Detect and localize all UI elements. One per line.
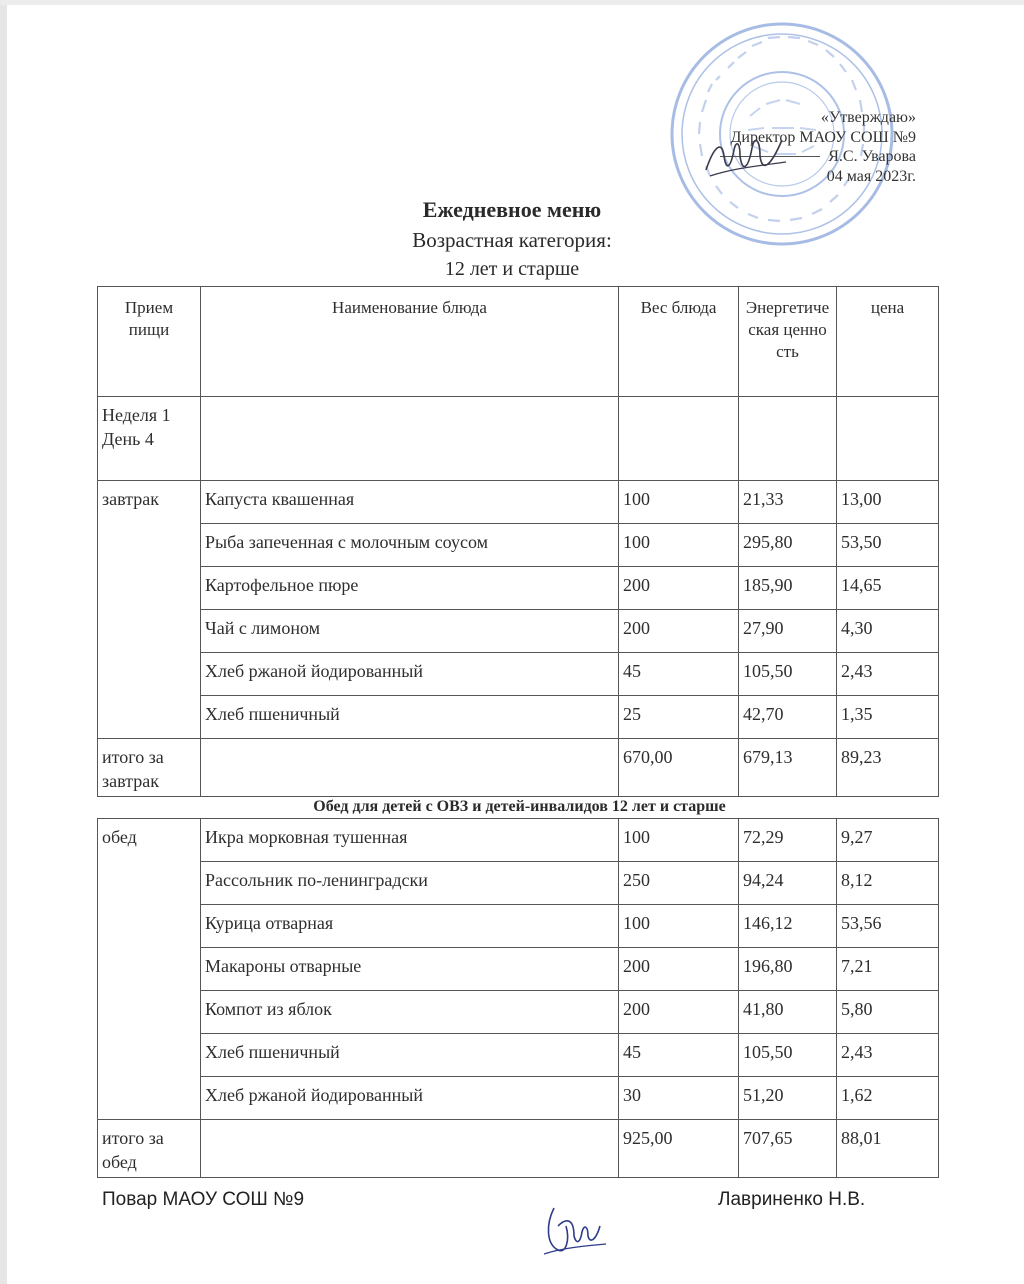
dish-energy: 72,29 xyxy=(743,827,784,847)
dish-price: 53,56 xyxy=(841,913,882,933)
table-row xyxy=(98,905,939,948)
dish-name: Хлеб пшеничный xyxy=(205,1042,340,1062)
dish-weight: 30 xyxy=(623,1085,641,1105)
table-row xyxy=(98,610,939,653)
director-signature xyxy=(700,126,790,186)
dish-energy: 146,12 xyxy=(743,913,793,933)
dish-name: Картофельное пюре xyxy=(205,575,359,595)
week-label: Неделя 1 xyxy=(102,405,171,425)
dish-weight: 200 xyxy=(623,618,650,638)
lunch-table xyxy=(97,818,939,1178)
scan-edge-top xyxy=(0,0,1024,5)
total-label: итого за завтрак xyxy=(102,747,164,791)
approval-heading: «Утверждаю» xyxy=(820,109,916,126)
dish-weight: 200 xyxy=(623,956,650,976)
dish-weight: 100 xyxy=(623,913,650,933)
dish-weight: 100 xyxy=(623,827,650,847)
table-row xyxy=(98,653,939,696)
table-row xyxy=(98,862,939,905)
total-weight: 670,00 xyxy=(623,747,673,767)
table-row xyxy=(98,696,939,739)
dish-weight: 45 xyxy=(623,661,641,681)
dish-name: Рассольник по-ленинградски xyxy=(205,870,428,890)
dish-weight: 100 xyxy=(623,489,650,509)
dish-energy: 185,90 xyxy=(743,575,793,595)
column-header-dish: Наименование блюда xyxy=(201,287,619,397)
cook-name: Лавриненко Н.В. xyxy=(718,1189,866,1210)
dish-price: 2,43 xyxy=(841,1042,873,1062)
dish-energy: 105,50 xyxy=(743,1042,793,1062)
table-row xyxy=(98,819,939,862)
dish-price: 9,27 xyxy=(841,827,873,847)
total-row xyxy=(98,739,939,797)
dish-price: 13,00 xyxy=(841,489,882,509)
dish-energy: 105,50 xyxy=(743,661,793,681)
dish-price: 1,35 xyxy=(841,704,873,724)
dish-price: 4,30 xyxy=(841,618,873,638)
dish-price: 2,43 xyxy=(841,661,873,681)
breakfast-table xyxy=(97,286,939,797)
table-row xyxy=(98,481,939,524)
table-row xyxy=(98,524,939,567)
total-label: итого за обед xyxy=(102,1128,164,1172)
table-row xyxy=(98,991,939,1034)
total-energy: 679,13 xyxy=(743,747,793,767)
dish-name: Чай с лимоном xyxy=(205,618,320,638)
dish-name: Хлеб ржаной йодированный xyxy=(205,661,423,681)
age-category-value: 12 лет и старше xyxy=(444,258,580,280)
total-price: 88,01 xyxy=(841,1128,882,1148)
dish-price: 8,12 xyxy=(841,870,873,890)
dish-energy: 41,80 xyxy=(743,999,784,1019)
meal-label: завтрак xyxy=(102,489,159,509)
total-energy: 707,65 xyxy=(743,1128,793,1148)
dish-price: 1,62 xyxy=(841,1085,873,1105)
dish-name: Капуста квашенная xyxy=(205,489,355,509)
cook-position: Повар МАОУ СОШ №9 xyxy=(102,1189,305,1210)
dish-name: Хлеб пшеничный xyxy=(205,704,340,724)
table-row xyxy=(98,1034,939,1077)
dish-price: 14,65 xyxy=(841,575,882,595)
dish-name: Рыба запеченная с молочным соусом xyxy=(205,532,489,552)
total-weight: 925,00 xyxy=(623,1128,673,1148)
page-title: Ежедневное меню xyxy=(422,197,602,222)
dish-energy: 51,20 xyxy=(743,1085,784,1105)
dish-weight: 100 xyxy=(623,532,650,552)
dish-name: Курица отварная xyxy=(205,913,334,933)
dish-name: Макароны отварные xyxy=(205,956,362,976)
lunch-section-title: Обед для детей с ОВЗ и детей-инвалидов 12 лет и старше xyxy=(313,798,726,815)
dish-weight: 250 xyxy=(623,870,650,890)
dish-energy: 21,33 xyxy=(743,489,784,509)
table-header-row xyxy=(98,287,939,397)
table-row xyxy=(98,1077,939,1120)
approval-date: 04 мая 2023г. xyxy=(826,167,916,185)
column-header-price: цена xyxy=(837,287,939,397)
dish-name: Хлеб ржаной йодированный xyxy=(205,1085,423,1105)
scan-edge-left xyxy=(0,0,7,1284)
meal-label: обед xyxy=(102,827,137,847)
dish-weight: 200 xyxy=(623,999,650,1019)
dish-energy: 295,80 xyxy=(743,532,793,552)
total-row xyxy=(98,1120,939,1178)
week-day-row xyxy=(98,397,939,481)
dish-price: 7,21 xyxy=(841,956,873,976)
cook-signature xyxy=(536,1196,612,1260)
dish-price: 53,50 xyxy=(841,532,882,552)
total-price: 89,23 xyxy=(841,747,882,767)
day-label: День 4 xyxy=(102,429,154,449)
dish-weight: 200 xyxy=(623,575,650,595)
dish-energy: 27,90 xyxy=(743,618,784,638)
age-category-label: Возрастная категория: xyxy=(412,228,612,252)
dish-energy: 42,70 xyxy=(743,704,784,724)
column-header-meal: Прием пищи xyxy=(98,287,201,397)
approval-signer-name: Я.С. Уварова xyxy=(828,148,916,165)
dish-energy: 196,80 xyxy=(743,956,793,976)
dish-weight: 45 xyxy=(623,1042,641,1062)
table-row xyxy=(98,948,939,991)
dish-name: Икра морковная тушенная xyxy=(205,827,408,847)
approval-position: Директор МАОУ СОШ №9 xyxy=(730,128,916,146)
dish-energy: 94,24 xyxy=(743,870,784,890)
dish-price: 5,80 xyxy=(841,999,873,1019)
column-header-energy: Энергетическая ценность xyxy=(739,287,837,397)
dish-name: Компот из яблок xyxy=(205,999,332,1019)
column-header-weight: Вес блюда xyxy=(619,287,739,397)
dish-weight: 25 xyxy=(623,704,641,724)
table-row xyxy=(98,567,939,610)
